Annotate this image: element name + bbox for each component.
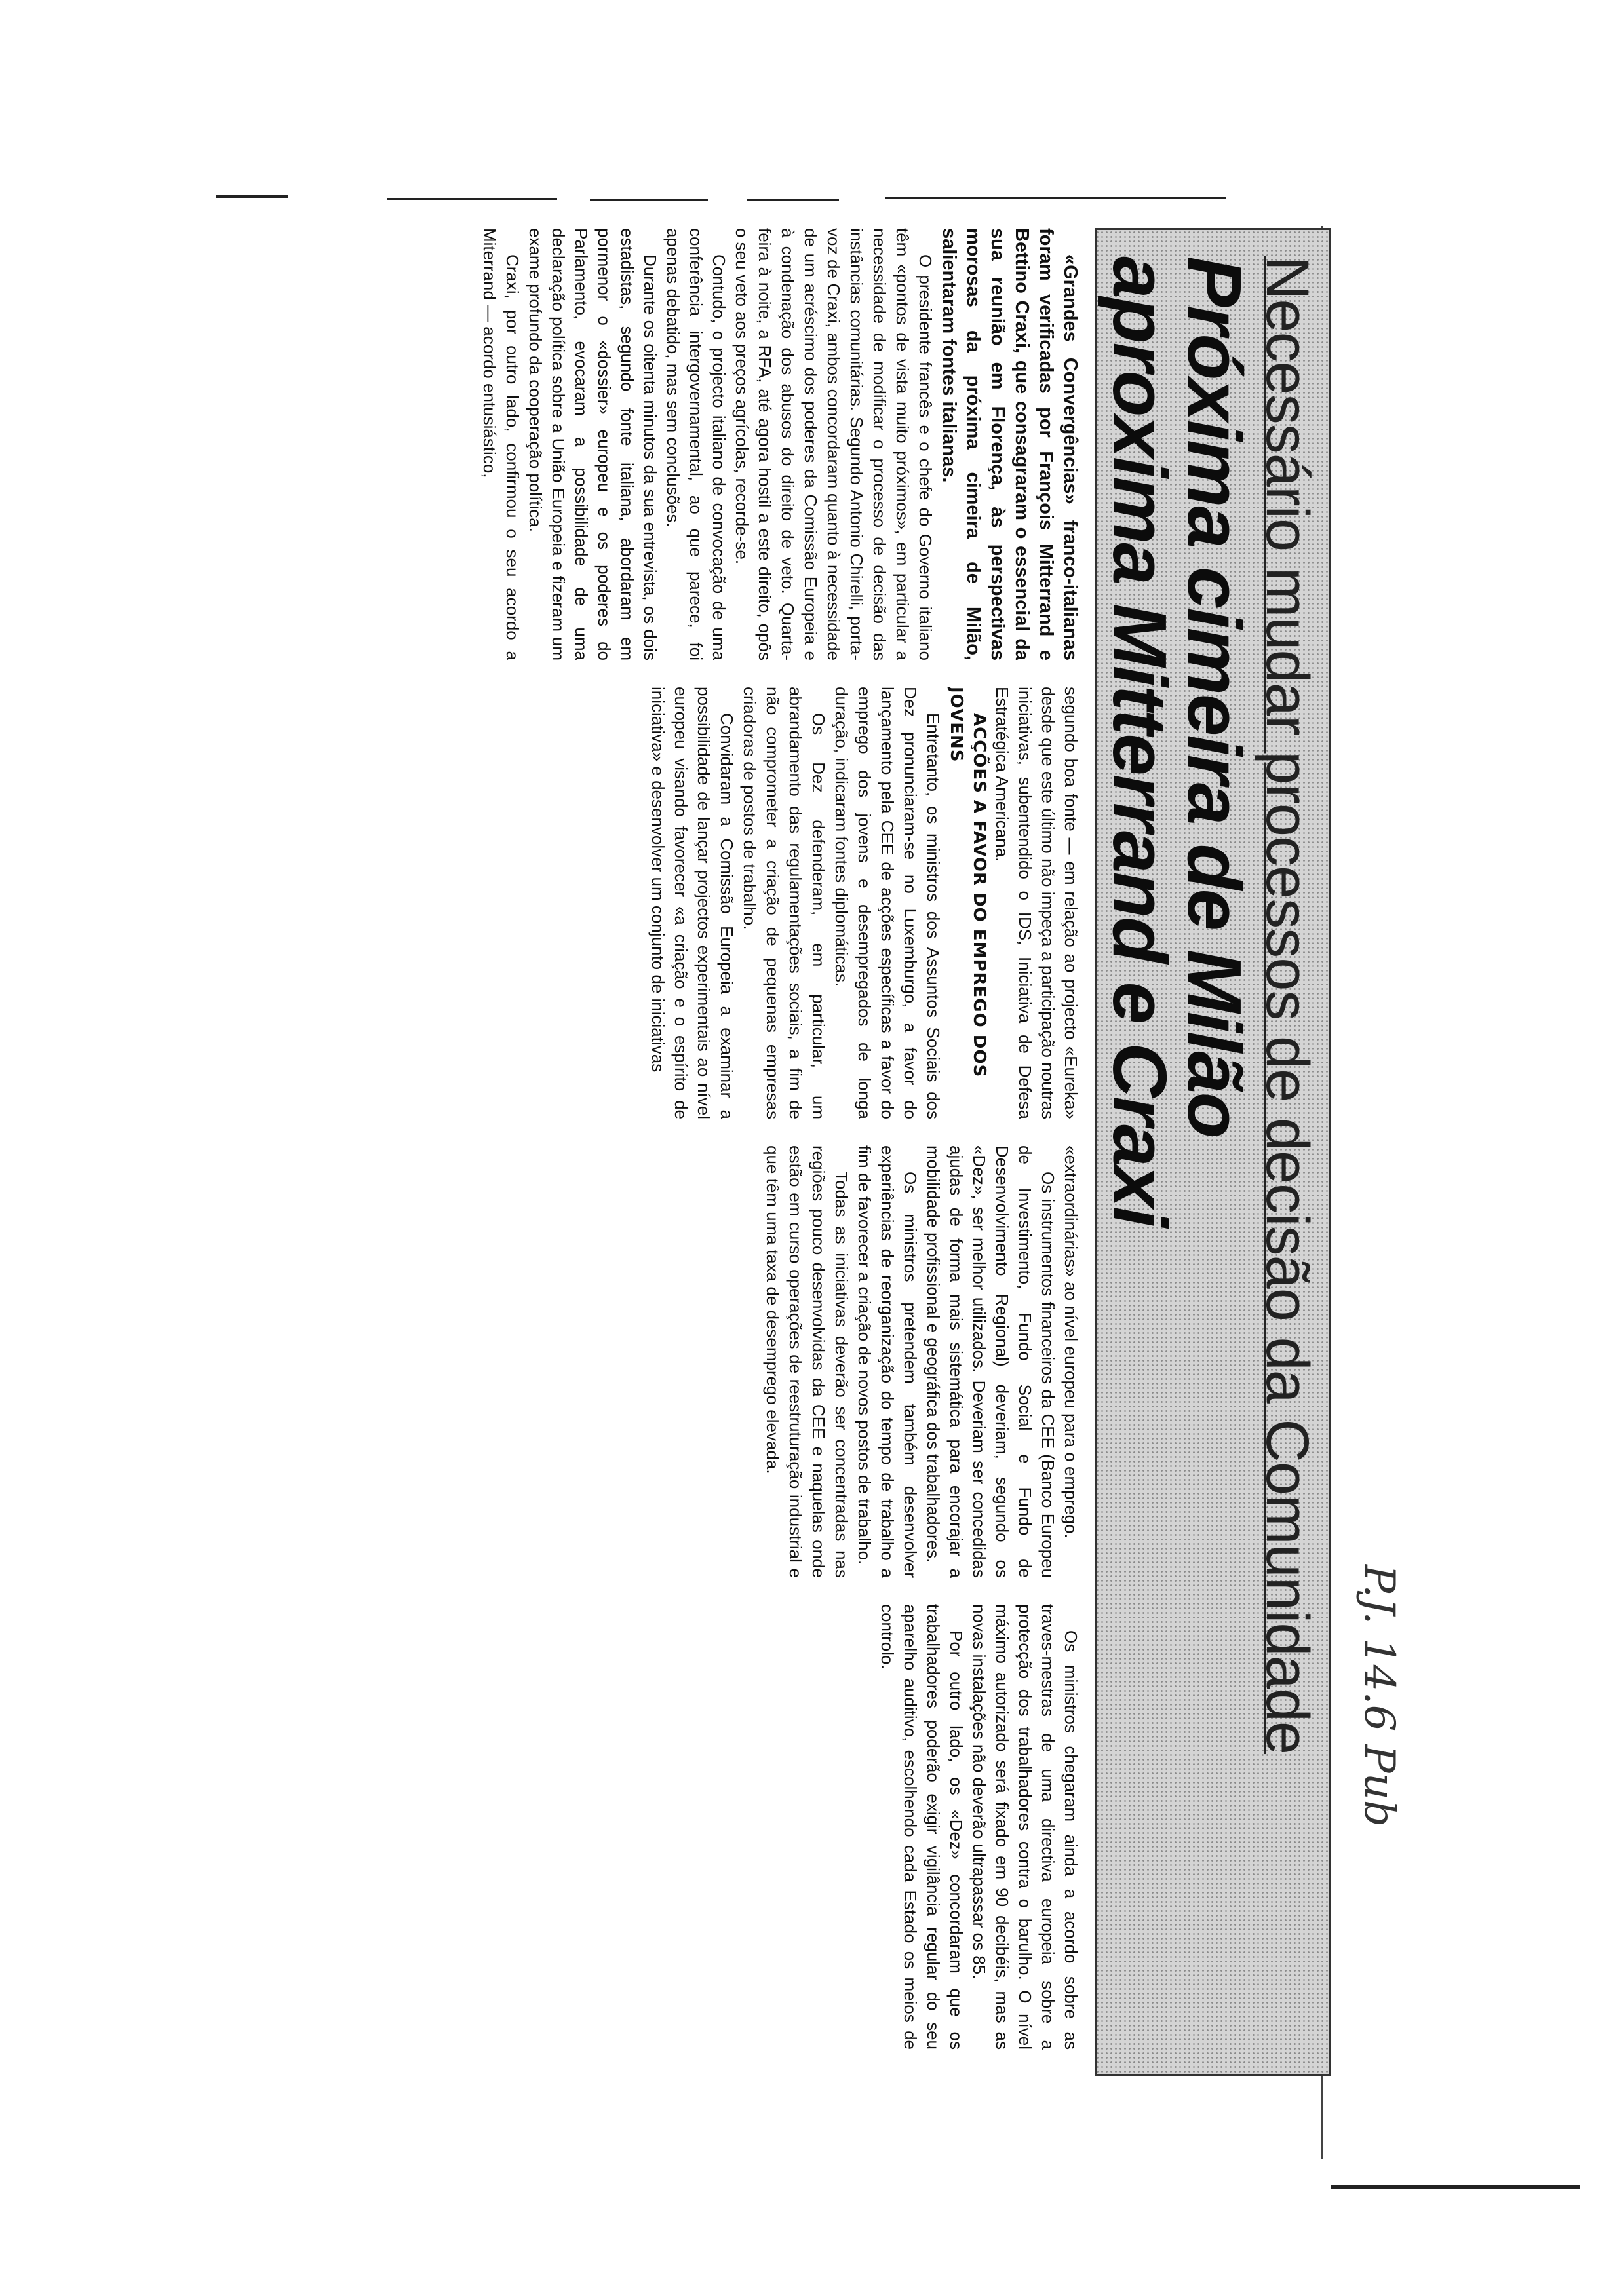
paragraph: Contudo, o projecto italiano de convocação de uma conferência intergovernamental, ao que parece, foi apenas debatido, mas sem conclusões.: [663, 228, 729, 660]
paragraph: Por outro lado, os «Dez» concordaram que os trabalhadores poderão exigir vigilância regular do seu aparelho auditivo, escolhendo cada Estado os meios de controlo.: [878, 1604, 966, 2050]
scan-mark: [747, 199, 839, 201]
paragraph: Os ministros pretendem também desenvolver experiências de reorganização do tempo de trabalho a fim de favorecer a criação de novos postos de trabalho.: [855, 1145, 920, 1578]
paragraph: Durante os oitenta minutos da sua entrevista, os dois estadistas, segundo fonte italiana, abordaram em pormenor o «dossier» europeu e os poderes do Parlamento, evocaram a possibilidade de uma declaração política sobre a União Europeia e fizeram um exame profundo da cooperação política.: [526, 228, 660, 660]
headline-line-1: Próxima cimeira de Milão: [1172, 256, 1257, 1138]
column-1: [269, 228, 1082, 660]
scan-mark: [216, 195, 288, 198]
scan-mark: [1331, 2185, 1580, 2189]
kicker: Necessário mudar processos de decisão da Comunidade: [1254, 256, 1321, 1755]
scan-mark: [590, 199, 708, 201]
headline-box: [1095, 228, 1331, 2076]
newspaper-clipping: [256, 228, 1403, 2076]
column-2: [269, 687, 1082, 1119]
article-body: [256, 228, 1082, 2076]
section-subhead: ACÇÕES A FAVOR DO EMPREGO DOS JOVENS: [946, 687, 989, 1078]
paragraph: Os Dez defenderam, em particular, um abrandamento das regulamentações sociais, a fim de não comprometer a criação de pequenas empresas criadoras de postos de trabalho.: [740, 687, 828, 1119]
paragraph: Convidaram a Comissão Europeia a examinar a possibilidade de lançar projectos experimentais ao nível europeu visando favorecer «a criação e o espírito de iniciativa» e desenvolver um conjunto de iniciativas: [648, 687, 737, 1119]
headline: [1097, 256, 1257, 2065]
paragraph: Entretanto, os ministros dos Assuntos Sociais dos Dez pronunciaram-se no Luxemburgo, a favor do lançamento pela CEE de acções específicas a favor do emprego dos jovens e desempregados de longa duração, indicaram fontes diplomáticas.: [832, 687, 943, 1119]
scan-mark: [387, 198, 557, 200]
headline-line-2: aproxima Mitterrand e Craxi: [1097, 256, 1182, 1227]
scan-mark: [885, 197, 1226, 199]
lead-paragraph: «Grandes Convergências» franco-italianas foram verificadas por François Mitterrand e Bettino Craxi, que consagraram o essencial da sua reunião em Florença, às perspectivas morosas da próxima cimeira de Milão, salientaram fontes italianas.: [939, 228, 1081, 660]
handwritten-note: P.J. 14.6 Pub: [1355, 1565, 1403, 1827]
paragraph: O presidente francês e o chefe do Governo italiano têm «pontos de vista muito próximos», em particular a necessidade de modificar o processo de decisão das instâncias comunitárias. Segundo Antonio Chirelli, porta-voz de Craxi, ambos concordaram quanto à necessidade de um acréscimo dos poderes da Comissão Europeia e à condenação dos abusos do direito de veto. Quarta-feira à noite, a RFA, até agora hostil a este direito, opôs o seu veto aos preços agrícolas, recorde-se.: [732, 228, 935, 660]
paragraph: Todas as iniciativas deverão ser concentradas nas regiões pouco desenvolvidas da CEE e naquelas onde estão em curso operações de reestruturação industrial e que têm uma taxa de desemprego elevada.: [763, 1145, 851, 1578]
column-4: [269, 1604, 1082, 2050]
paragraph: Os instrumentos financeiros da CEE (Banco Europeu de Investimento, Fundo Social e Fundo de Desenvolvimento Regional) deveriam, segundo os «Dez», ser melhor utilizados. Deveriam ser concedidas ajudas de forma mais sistemática para encorajar a mobilidade profissional e geográfica dos trabalhadores.: [924, 1145, 1058, 1578]
column-3: [269, 1145, 1082, 1578]
paragraph: Craxi, por outro lado, confirmou o seu acordo a Miterrand — acordo entusiástico,: [480, 228, 522, 660]
paragraph: segundo boa fonte — em relação ao projecto «Eureka» desde que este último não impeça a participação noutras iniciativas, subentendido o IDS, Iniciativa de Defesa Estratégica Americana.: [992, 687, 1081, 1119]
paragraph: Os ministros chegaram ainda a acordo sobre as traves-mestras de uma directiva europeia sobre a protecção dos trabalhadores contra o barulho. O nível máximo autorizado será fixado em 90 decibéis, mas as novas instalações não deverão ultrapassar os 85.: [969, 1604, 1081, 2050]
paragraph: «extraordinárias» ao nível europeu para o emprego.: [1061, 1145, 1081, 1539]
